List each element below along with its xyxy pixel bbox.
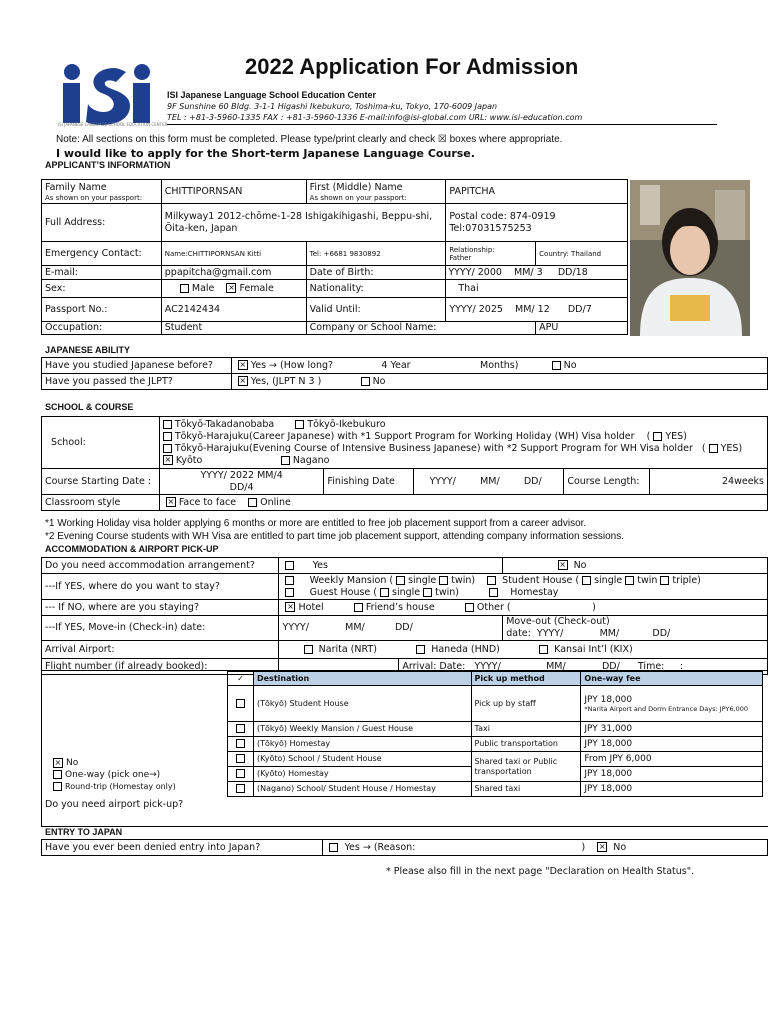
weekly-mansion-checkbox[interactable] — [285, 576, 294, 585]
pickup-row-checkbox[interactable] — [236, 784, 245, 793]
pickup-oneway-checkbox[interactable] — [53, 770, 62, 779]
fee-cell: JPY 18,000 — [581, 767, 763, 782]
hotel-checkbox[interactable]: × — [287, 602, 294, 611]
emergency-country[interactable]: Country: Thailand — [536, 242, 628, 266]
pickup-header-row — [228, 672, 763, 686]
studied-answer: × Yes → (How long? 4 Year Months) No — [231, 358, 767, 374]
narita-checkbox[interactable] — [304, 645, 313, 654]
page-title: 2022 Application For Admission — [245, 54, 579, 79]
pickup-no-checkbox[interactable]: × — [54, 757, 62, 767]
guest-house-checkbox[interactable] — [285, 588, 294, 597]
family-name-label: Family Name As shown on your passport: — [42, 180, 162, 204]
pickup-row-checkbox[interactable] — [236, 724, 245, 733]
nagano-checkbox[interactable] — [281, 456, 290, 465]
classroom-style-options: × Face to face Online — [159, 495, 767, 511]
destination-cell: (Tōkyō) Homestay — [253, 737, 471, 752]
arrival-value[interactable]: Arrival: Date: YYYY/ MM/ DD/ Time: __:__ — [399, 659, 768, 675]
email-value[interactable]: ppapitcha@gmail.com — [161, 266, 306, 280]
method-cell: Taxi — [471, 722, 581, 737]
student-house-checkbox[interactable] — [487, 576, 496, 585]
classroom-style-label: Classroom style — [42, 495, 160, 511]
accommodation-yes: Yes — [279, 558, 503, 574]
jlpt-no-checkbox[interactable] — [361, 377, 370, 386]
airport-label: Arrival Airport: — [42, 641, 279, 659]
kansai-checkbox[interactable] — [539, 645, 548, 654]
fee-cell: JPY 18,000 *Narita Airport and Dorm Entrance Days: JPY6,000 — [581, 686, 763, 722]
occupation-label: Occupation: — [42, 322, 162, 335]
online-checkbox[interactable] — [248, 498, 257, 507]
accommodation-yes-checkbox[interactable] — [285, 561, 294, 570]
staying-question: --- If NO, where are you staying? — [42, 600, 279, 616]
applicant-table — [41, 179, 628, 335]
entry-yes-checkbox[interactable] — [329, 843, 338, 852]
harajuku-evening-checkbox[interactable] — [163, 444, 172, 453]
entry-answer: Yes → (Reason: ) × No — [323, 840, 768, 856]
studied-no-checkbox[interactable] — [552, 361, 561, 370]
wh-support-2-checkbox[interactable] — [709, 444, 718, 453]
entry-question: Have you ever been denied entry into Japan? — [42, 840, 323, 856]
pickup-table — [227, 671, 763, 797]
table-row — [228, 722, 763, 737]
method-header: Pick up method — [471, 672, 581, 686]
sex-options: Male × Female — [161, 280, 306, 298]
emergency-tel[interactable]: Tel: +6681 9830892 — [306, 242, 446, 266]
section-entry: ENTRY TO JAPAN — [45, 827, 123, 837]
school-logo — [58, 60, 152, 130]
jlpt-answer: × Yes, (JLPT N 3 ) No — [231, 374, 767, 390]
valid-value[interactable]: YYYY/ 2025 MM/ 12 DD/7 — [446, 298, 628, 322]
table-row — [228, 782, 763, 797]
move-in-value[interactable]: YYYY/ MM/ DD/ — [279, 616, 503, 641]
fee-cell: JPY 18,000 — [581, 737, 763, 752]
airport-options: Narita (NRT) Haneda (HND) Kansai Int’l (KIX) — [279, 641, 768, 659]
weekly-twin-checkbox[interactable] — [439, 576, 448, 585]
studied-question: Have you studied Japanese before? — [42, 358, 232, 374]
stay-where-question: ---If YES, where do you want to stay? — [42, 574, 279, 600]
ikebukuro-checkbox[interactable] — [295, 420, 304, 429]
haneda-checkbox[interactable] — [416, 645, 425, 654]
pickup-row-checkbox[interactable] — [236, 699, 245, 708]
footnote-1: *1 Working Holiday visa holder applying 6 months or more are entitled to free job placement support from a career advisor. — [45, 518, 587, 529]
destination-cell: (Nagano) School/ Student House / Homestay — [253, 782, 471, 797]
company-value[interactable]: APU — [536, 322, 628, 335]
pickup-row-checkbox[interactable] — [236, 739, 245, 748]
first-name-value[interactable]: PAPITCHA — [446, 180, 628, 204]
guest-twin-checkbox[interactable] — [423, 588, 432, 597]
other-checkbox[interactable] — [465, 603, 474, 612]
emergency-name[interactable]: Name:CHITTIPORNSAN Kitti — [161, 242, 306, 266]
company-label: Company or School Name: — [306, 322, 536, 335]
dob-value[interactable]: YYYY/ 2000 MM/ 3 DD/18 — [446, 266, 628, 280]
wh-support-1-checkbox[interactable] — [653, 432, 662, 441]
postal-phone[interactable]: Postal code: 874-0919 Tel:07031575253 — [446, 204, 628, 242]
first-name-label: First (Middle) Name As shown on your passport: — [306, 180, 446, 204]
jlpt-question: Have you passed the JLPT? — [42, 374, 232, 390]
method-cell: Shared taxi — [471, 782, 581, 797]
nationality-label: Nationality: — [306, 280, 446, 298]
valid-label: Valid Until: — [306, 298, 446, 322]
takadanobaba-checkbox[interactable] — [163, 420, 172, 429]
school-name: ISI Japanese Language School Education Center — [167, 90, 377, 100]
fee-cell: JPY 18,000 — [581, 782, 763, 797]
pickup-row-checkbox[interactable] — [236, 769, 245, 778]
accommodation-no-checkbox[interactable]: × — [559, 560, 566, 569]
entry-table — [41, 839, 768, 856]
homestay-checkbox[interactable] — [489, 588, 498, 597]
passport-label: Passport No.: — [42, 298, 162, 322]
male-checkbox[interactable] — [180, 284, 189, 293]
move-out-value[interactable]: Move-out (Check-out) date: YYYY/ MM/ DD/ — [503, 616, 768, 641]
address-value[interactable]: Milkyway1 2012-chōme-1-28 Ishigakihigashi, Beppu-shi, Ōita-ken, Japan — [161, 204, 446, 242]
start-date-label: Course Starting Date : — [42, 469, 160, 495]
pickup-question: Do you need airport pick-up? — [45, 799, 184, 810]
staying-options: × Hotel Friend’s house Other ( ) — [279, 600, 768, 616]
flight-label: Flight number (if already booked): — [42, 659, 279, 675]
destination-cell: (Kyōto) School / Student House — [253, 752, 471, 767]
header-divider — [167, 124, 717, 125]
section-japanese: JAPANESE ABILITY — [45, 345, 131, 355]
finish-date-value[interactable]: YYYY/ MM/ DD/ — [414, 469, 564, 495]
female-checkbox[interactable]: × — [228, 283, 235, 292]
method-cell: Shared taxi or Public transportation — [471, 752, 581, 782]
apply-line: I would like to apply for the Short-term Japanese Language Course. — [56, 147, 475, 160]
applicant-photo — [630, 180, 750, 336]
entry-no-checkbox[interactable]: × — [598, 842, 606, 851]
pickup-row-checkbox[interactable] — [236, 754, 245, 763]
stay-where-options: Weekly Mansion ( single twin) Student House ( single twin triple) Guest House ( single twin) Homestay — [279, 574, 768, 600]
method-cell: Public transportation — [471, 737, 581, 752]
accommodation-question: Do you need accommodation arrangement? — [42, 558, 279, 574]
section-accommodation: ACCOMMODATION & AIRPORT PICK-UP — [45, 544, 219, 554]
school-label: School: — [42, 417, 160, 469]
passport-value[interactable]: AC2142434 — [161, 298, 306, 322]
destination-cell: (Kyōto) Homestay — [253, 767, 471, 782]
form-note: Note: All sections on this form must be completed. Please type/print clearly and check ☒ boxes where appropriate. — [56, 134, 563, 145]
finish-date-label: Finishing Date — [324, 469, 414, 495]
footer-note: * Please also fill in the next page "Declaration on Health Status". — [386, 866, 695, 877]
method-cell: Pick up by staff — [471, 686, 581, 722]
friends-house-checkbox[interactable] — [354, 603, 363, 612]
check-header: ✓ — [228, 672, 254, 686]
sex-label: Sex: — [42, 280, 162, 298]
harajuku-career-checkbox[interactable] — [163, 432, 172, 441]
address-label: Full Address: — [42, 204, 162, 242]
fee-cell: JPY 31,000 — [581, 722, 763, 737]
jlpt-yes-checkbox[interactable]: × — [239, 376, 247, 385]
accommodation-table — [41, 557, 768, 675]
destination-cell: (Tōkyō) Student House — [253, 686, 471, 722]
accommodation-no: × No — [503, 558, 768, 574]
destination-cell: (Tōkyō) Weekly Mansion / Guest House — [253, 722, 471, 737]
table-row — [228, 737, 763, 752]
nationality-value[interactable]: Thai — [446, 280, 628, 298]
family-name-value[interactable]: CHITTIPORNSAN — [161, 180, 306, 204]
emergency-label: Emergency Contact: — [42, 242, 162, 266]
email-label: E-mail: — [42, 266, 162, 280]
table-row — [228, 752, 763, 767]
kyoto-checkbox[interactable]: × — [164, 455, 172, 464]
course-table — [41, 416, 768, 511]
footnote-2: *2 Evening Course students with WH Visa are entitled to part time job placement support, attending company information sessions. — [45, 531, 625, 542]
course-length-label: Course Length: — [564, 469, 650, 495]
occupation-value[interactable]: Student — [161, 322, 306, 335]
japanese-table — [41, 357, 768, 390]
fee-cell: From JPY 6,000 — [581, 752, 763, 767]
fee-header: One-way fee — [581, 672, 763, 686]
table-row — [228, 686, 763, 722]
course-length-value[interactable]: 24weeks — [650, 469, 768, 495]
start-date-value[interactable]: YYYY/ 2022 MM/4 DD/4 — [159, 469, 324, 495]
guest-single-checkbox[interactable] — [380, 588, 389, 597]
pickup-roundtrip-checkbox[interactable] — [53, 782, 62, 791]
school-contact: TEL : +81-3-5960-1335 FAX : +81-3-5960-1336 E-mail:info@isi-global.com URL: www.isi-education.com — [167, 113, 583, 122]
school-options: Tōkyō-Takadanobaba Tōkyō-Ikebukuro Tōkyō-Harajuku(Career Japanese) with *1 Support Program for Working Holiday (WH) Visa holder ( YES) Tōkyō-Harajuku(Evening Course of Intensive Business Japanese) with *2 Support Program for WH Visa holder ( YES) × Kyōto Nagano — [159, 417, 767, 469]
student-single-checkbox[interactable] — [582, 576, 591, 585]
pickup-options: × No One-way (pick one→) Round-trip (Homestay only) — [54, 757, 176, 791]
move-in-label: ---If YES, Move-in (Check-in) date: — [42, 616, 279, 641]
studied-yes-checkbox[interactable]: × — [239, 360, 247, 369]
student-twin-checkbox[interactable] — [625, 576, 634, 585]
school-address: 9F Sunshine 60 Bldg. 3-1-1 Higashi Ikebukuro, Toshima-ku, Tokyo, 170-6009 Japan — [167, 102, 498, 111]
section-applicant: APPLICANT’S INFORMATION — [45, 160, 171, 170]
weekly-single-checkbox[interactable] — [396, 576, 405, 585]
emergency-relationship[interactable]: Relationship: Father — [446, 242, 536, 266]
face-to-face-checkbox[interactable]: × — [167, 497, 175, 506]
logo-caption: ISI JAPANESE LANGUAGE SCHOOL EDUCATION CENTER — [58, 122, 168, 127]
dob-label: Date of Birth: — [306, 266, 446, 280]
section-course: SCHOOL & COURSE — [45, 402, 134, 412]
destination-header: Destination — [253, 672, 471, 686]
student-triple-checkbox[interactable] — [660, 576, 669, 585]
